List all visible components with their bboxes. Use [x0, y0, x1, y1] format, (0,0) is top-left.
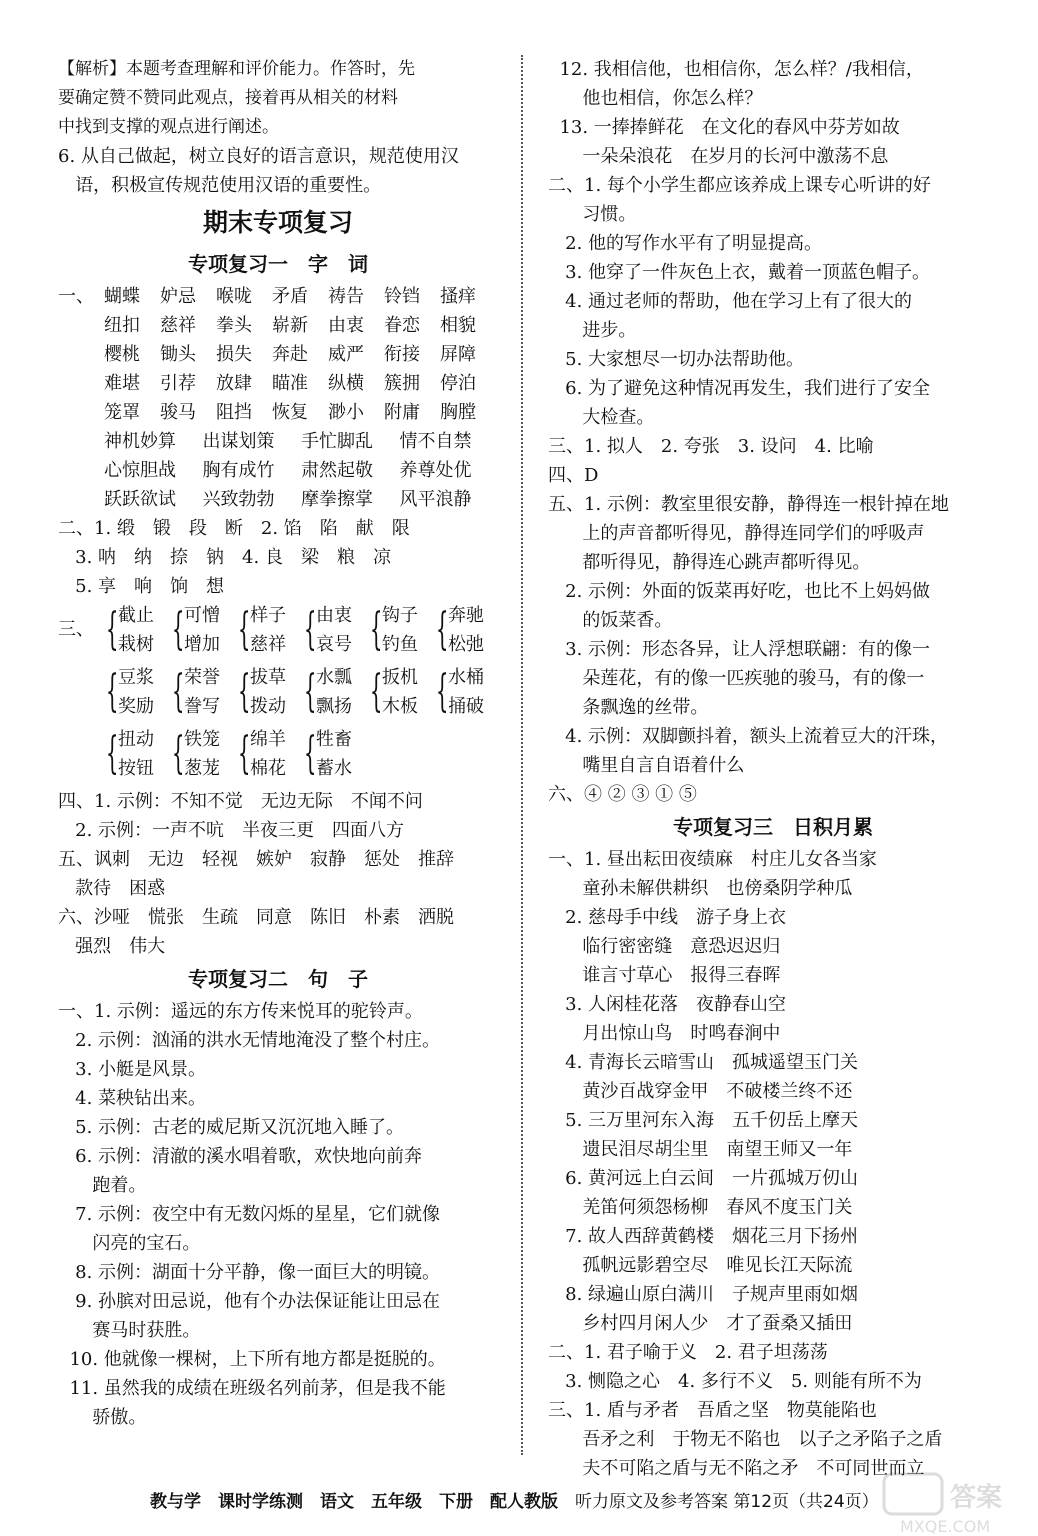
- text-line: 月出惊山鸟 时鸣春涧中: [548, 1023, 781, 1044]
- text-line: 2. 慈母手中线 游子身上衣: [548, 907, 787, 928]
- text-line: 嘴里自言自语着什么: [548, 755, 745, 776]
- word: 铃铛: [384, 286, 420, 307]
- brace-icon: {: [105, 604, 119, 655]
- idiom: 跃跃欲试: [104, 489, 176, 510]
- analysis-note: [58, 55, 498, 142]
- brace-icon: {: [237, 666, 251, 717]
- pair-word: 棉花: [250, 758, 286, 779]
- text-line: 5. 示例：古老的威尼斯又沉沉地入睡了。: [58, 1117, 405, 1138]
- word: 慈祥: [160, 315, 196, 336]
- text-line: 上的声音都听得见，静得连同学们的呼吸声: [548, 523, 925, 544]
- word-pair: [102, 725, 168, 783]
- pair-word: 增加: [184, 634, 220, 655]
- pair-word: 誊写: [184, 696, 220, 717]
- word: 簇拥: [384, 373, 420, 394]
- word: 樱桃: [104, 344, 140, 365]
- pair-row: [58, 601, 498, 659]
- text-line: 一、1. 昼出耘田夜绩麻 村庄儿女各当家: [548, 849, 877, 870]
- word: 拳头: [216, 315, 252, 336]
- word: 奔赴: [272, 344, 308, 365]
- word: 渺小: [328, 402, 364, 423]
- brace-icon: {: [369, 604, 383, 655]
- pair-word: 木板: [382, 696, 418, 717]
- text-line: 条飘逸的丝带。: [548, 697, 709, 718]
- word: 锄头: [160, 344, 196, 365]
- pair-word: 奖励: [118, 696, 154, 717]
- text-line: 8. 绿遍山原白满川 子规声里雨如烟: [548, 1284, 859, 1305]
- text-line: 9. 孙膑对田忌说，他有个办法保证能让田忌在: [58, 1291, 441, 1312]
- text-line: 3. 小艇是风景。: [58, 1059, 207, 1080]
- pair-row: [58, 663, 498, 721]
- word-row: [58, 311, 498, 340]
- text-line: 三、1. 拟人 2. 夸张 3. 设问 4. 比喻: [548, 436, 874, 457]
- word: 笼罩: [104, 402, 140, 423]
- right-answers-a: [548, 55, 998, 809]
- item-number: [58, 311, 104, 340]
- left-column: [58, 55, 498, 1432]
- word: 喉咙: [216, 286, 252, 307]
- word: 恢复: [272, 402, 308, 423]
- word-row: [58, 398, 498, 427]
- pair-word: 松弛: [448, 634, 484, 655]
- word-row: [58, 369, 498, 398]
- text-line: 乡村四月闲人少 才了蚕桑又插田: [548, 1313, 853, 1334]
- section-1-question-3: [58, 601, 498, 783]
- word-pair: [168, 663, 234, 721]
- item-number: 一、: [58, 286, 94, 307]
- text-line: 谁言寸草心 报得三春晖: [548, 965, 781, 986]
- text-line: 闪亮的宝石。: [58, 1233, 201, 1254]
- text-line: 一朵朵浪花 在岁月的长河中激荡不息: [548, 146, 889, 167]
- item-number: 三、: [58, 619, 94, 640]
- text-line: 5. 享 响 饷 想: [58, 576, 225, 597]
- idiom: 摩拳擦掌: [301, 489, 373, 510]
- text-line: 3. 恻隐之心 4. 多行不义 5. 则能有所不为: [548, 1371, 922, 1392]
- word-pair: [102, 601, 168, 659]
- pair-word: 铁笼: [184, 729, 220, 750]
- idiom: 情不自禁: [399, 431, 472, 452]
- pair-word: 栽树: [118, 634, 154, 655]
- item-number: [58, 398, 104, 427]
- section-2-title: 专项复习二 句 子: [188, 967, 368, 991]
- section-2-answers: [58, 997, 498, 1432]
- column-divider: [521, 55, 523, 1455]
- text-line: 五、1. 示例：教室里很安静，静得连一根针掉在地: [548, 494, 949, 515]
- text-line: 3. 人闲桂花落 夜静春山空: [548, 994, 787, 1015]
- brace-icon: {: [303, 728, 317, 779]
- text-line: 跑着。: [58, 1175, 147, 1196]
- text-line: 4. 青海长云暗雪山 孤城遥望玉门关: [548, 1052, 859, 1073]
- text-line: 7. 示例：夜空中有无数闪烁的星星，它们就像: [58, 1204, 441, 1225]
- text-line: 骄傲。: [58, 1407, 147, 1428]
- idiom: 神机妙算: [104, 431, 176, 452]
- section-1-question-5: [58, 845, 498, 903]
- idiom: 心惊胆战: [104, 460, 176, 481]
- page-footer: [150, 1487, 879, 1512]
- item-number: [58, 369, 104, 398]
- brace-icon: {: [237, 604, 251, 655]
- text-line: 进步。: [548, 320, 637, 341]
- text-line: 3. 示例：形态各异，让人浮想联翩：有的像一: [548, 639, 931, 660]
- text-line: 6. 黄河远上白云间 一片孤城万仞山: [548, 1168, 859, 1189]
- brace-icon: {: [303, 666, 317, 717]
- word: 屏障: [440, 344, 476, 365]
- text-line: 六、④ ② ③ ① ⑤: [548, 784, 697, 805]
- word: 蝴蝶: [104, 286, 140, 307]
- item-number: [58, 663, 102, 721]
- word: 矛盾: [272, 286, 308, 307]
- pair-word: 捅破: [448, 696, 484, 717]
- text-line: 夫不可陷之盾与无不陷之矛 不可同世而立: [548, 1458, 925, 1479]
- text-line: 吾矛之利 于物无不陷也 以子之矛陷子之盾: [548, 1429, 943, 1450]
- word-pair: [366, 663, 432, 721]
- pair-word: 水桶: [448, 667, 484, 688]
- word-pair: [432, 601, 498, 659]
- section-3-title: 专项复习三 日积月累: [673, 815, 873, 839]
- text-line: 临行密密缝 意恐迟迟归: [548, 936, 781, 957]
- text-line: 6. 从自己做起，树立良好的语言意识，规范使用汉: [58, 146, 459, 167]
- text-line: 4. 示例：双脚颤抖着，额头上流着豆大的汗珠，: [548, 726, 949, 747]
- word-pair: [168, 601, 234, 659]
- word-pair: [300, 663, 366, 721]
- text-line: 黄沙百战穿金甲 不破楼兰终不还: [548, 1081, 853, 1102]
- word-pair: [168, 725, 234, 783]
- watermark-logo: [880, 1470, 1030, 1536]
- main-title: 期末专项复习: [202, 208, 353, 237]
- word: 附庸: [384, 402, 420, 423]
- text-line: 2. 示例：一声不吭 半夜三更 四面八方: [58, 820, 405, 841]
- section-1-question-1: [58, 282, 498, 427]
- text-line: 四、D: [548, 465, 599, 486]
- brace-icon: {: [435, 666, 449, 717]
- text-line: 5. 三万里河东入海 五千仞岳上摩天: [548, 1110, 859, 1131]
- word-pair: [234, 663, 300, 721]
- idiom-row: [104, 456, 498, 485]
- pair-word: 可憎: [184, 605, 220, 626]
- word: 骏马: [160, 402, 196, 423]
- text-line: 二、1. 每个小学生都应该养成上课专心听讲的好: [548, 175, 931, 196]
- svg-text:MXQE.COM: MXQE.COM: [900, 1517, 991, 1536]
- word-row: [58, 340, 498, 369]
- text-line: 8. 示例：湖面十分平静，像一面巨大的明镜。: [58, 1262, 441, 1283]
- brace-icon: {: [369, 666, 383, 717]
- section-1-question-4: [58, 787, 498, 845]
- word: 放肆: [216, 373, 252, 394]
- text-line: 二、1. 缎 锻 段 断 2. 馅 陷 献 限: [58, 518, 410, 539]
- brace-icon: {: [171, 604, 185, 655]
- pair-word: 扳机: [382, 667, 418, 688]
- text-line: 羌笛何须怨杨柳 春风不度玉门关: [548, 1197, 853, 1218]
- word: 相貌: [440, 315, 476, 336]
- word: 胸膛: [440, 402, 476, 423]
- pair-word: 慈祥: [250, 634, 286, 655]
- answer-item-6: [58, 142, 498, 200]
- text-line: 款待 困惑: [58, 878, 166, 899]
- word: 祷告: [328, 286, 364, 307]
- word-pair: [300, 725, 366, 783]
- brace-icon: {: [171, 728, 185, 779]
- pair-word: 葱茏: [184, 758, 220, 779]
- pair-word: 飘扬: [316, 696, 352, 717]
- text-line: 遗民泪尽胡尘里 南望王师又一年: [548, 1139, 853, 1160]
- brace-icon: {: [435, 604, 449, 655]
- word-pair: [102, 663, 168, 721]
- text-line: 2. 示例：汹涌的洪水无情地淹没了整个村庄。: [58, 1030, 441, 1051]
- text-line: 四、1. 示例：不知不觉 无边无际 不闻不问: [58, 791, 423, 812]
- pair-word: 奔驰: [448, 605, 484, 626]
- pair-word: 拨动: [250, 696, 286, 717]
- right-answers-b: [548, 845, 998, 1483]
- text-line: 孤帆远影碧空尽 唯见长江天际流: [548, 1255, 853, 1276]
- pair-word: 牲畜: [316, 729, 352, 750]
- text-line: 6. 为了避免这种情况再发生，我们进行了安全: [548, 378, 931, 399]
- text-line: 10. 他就像一棵树，上下所有地方都是挺脱的。: [58, 1349, 446, 1370]
- word-pair: [234, 601, 300, 659]
- word: 搔痒: [440, 286, 476, 307]
- idiom-row: [104, 427, 498, 456]
- svg-text:答案: 答案: [950, 1483, 1003, 1513]
- text-line: 赛马时获胜。: [58, 1320, 201, 1341]
- text-line: 中找到支撑的观点进行阐述。: [58, 117, 279, 137]
- word: 停泊: [440, 373, 476, 394]
- word: 阻挡: [216, 402, 252, 423]
- pair-word: 截止: [118, 605, 154, 626]
- text-line: 7. 故人西辞黄鹤楼 烟花三月下扬州: [548, 1226, 859, 1247]
- word: 威严: [328, 344, 364, 365]
- brace-icon: {: [105, 666, 119, 717]
- word-row: [58, 282, 498, 311]
- section-1-question-6: [58, 903, 498, 961]
- text-line: 3. 呐 纳 捺 钠 4. 良 梁 粮 凉: [58, 547, 391, 568]
- brace-icon: {: [171, 666, 185, 717]
- text-line: 大检查。: [548, 407, 655, 428]
- word: 瞄准: [272, 373, 308, 394]
- text-line: 4. 通过老师的帮助，他在学习上有了很大的: [548, 291, 913, 312]
- idiom-row: [104, 485, 498, 514]
- text-line: 都听得见，静得连心跳声都听得见。: [548, 552, 871, 573]
- brace-icon: {: [105, 728, 119, 779]
- pair-row: [58, 725, 498, 783]
- word: 纵横: [328, 373, 364, 394]
- text-line: 二、1. 君子喻于义 2. 君子坦荡荡: [548, 1342, 828, 1363]
- footer-page-info: 听力原文及参考答案 第12页（共24页）: [575, 1492, 879, 1512]
- word-pair: [432, 663, 498, 721]
- idiom: 肃然起敬: [301, 460, 373, 481]
- word: 引荐: [160, 373, 196, 394]
- text-line: 11. 虽然我的成绩在班级名列前茅，但是我不能: [58, 1378, 446, 1399]
- item-number: [58, 340, 104, 369]
- text-line: 强烈 伟大: [58, 936, 166, 957]
- pair-word: 由衷: [316, 605, 352, 626]
- text-line: 3. 他穿了一件灰色上衣，戴着一顶蓝色帽子。: [548, 262, 931, 283]
- word: 崭新: [272, 315, 308, 336]
- text-line: 2. 示例：外面的饭菜再好吃，也比不上妈妈做: [548, 581, 931, 602]
- word: 由衷: [328, 315, 364, 336]
- pair-word: 钓鱼: [382, 634, 418, 655]
- text-line: 五、讽刺 无边 轻视 嫉妒 寂静 惩处 推辞: [58, 849, 454, 870]
- word-pair: [234, 725, 300, 783]
- text-line: 5. 大家想尽一切办法帮助他。: [548, 349, 805, 370]
- pair-word: 绵羊: [250, 729, 286, 750]
- pair-word: 按钮: [118, 758, 154, 779]
- word: 妒忌: [160, 286, 196, 307]
- text-line: 6. 示例：清澈的溪水唱着歌，欢快地向前奔: [58, 1146, 423, 1167]
- text-line: 要确定赞不赞同此观点，接着再从相关的材料: [58, 88, 398, 108]
- idiom: 养尊处优: [399, 460, 472, 481]
- text-line: 童孙未解供耕织 也傍桑阴学种瓜: [548, 878, 853, 899]
- text-line: 朵莲花，有的像一匹疾驰的骏马，有的像一: [548, 668, 925, 689]
- idiom: 兴致勃勃: [202, 489, 275, 510]
- word-pair: [300, 601, 366, 659]
- word: 纽扣: [104, 315, 140, 336]
- pair-word: 样子: [250, 605, 286, 626]
- pair-word: 豆浆: [118, 667, 154, 688]
- text-line: 的饭菜香。: [548, 610, 673, 631]
- text-line: 他也相信，你怎么样？: [548, 88, 763, 109]
- text-line: 13. 一捧捧鲜花 在文化的春风中芬芳如故: [548, 117, 900, 138]
- text-line: 【解析】本题考查理解和评价能力。作答时，先: [58, 59, 415, 79]
- footer-brand: 教与学 课时学练测 语文 五年级 下册 配人教版: [150, 1492, 558, 1512]
- idiom: 风平浪静: [399, 489, 472, 510]
- word: 衔接: [384, 344, 420, 365]
- item-number: [58, 725, 102, 783]
- text-line: 三、1. 盾与矛者 吾盾之坚 物莫能陷也: [548, 1400, 877, 1421]
- section-1-idioms: [58, 427, 498, 514]
- idiom: 手忙脚乱: [301, 431, 373, 452]
- brace-icon: {: [303, 604, 317, 655]
- section-1-title: 专项复习一 字 词: [188, 252, 368, 276]
- word: 难堪: [104, 373, 140, 394]
- right-column: [548, 55, 998, 1483]
- text-line: 语，积极宣传规范使用汉语的重要性。: [58, 175, 382, 196]
- pair-word: 水瓢: [316, 667, 352, 688]
- text-line: 4. 菜秧钻出来。: [58, 1088, 207, 1109]
- idiom: 胸有成竹: [202, 460, 275, 481]
- brace-icon: {: [237, 728, 251, 779]
- text-line: 12. 我相信他，也相信你，怎么样？/我相信，: [548, 59, 924, 80]
- text-line: 一、1. 示例：遥远的东方传来悦耳的驼铃声。: [58, 1001, 423, 1022]
- word: 损失: [216, 344, 252, 365]
- word-pair: [366, 601, 432, 659]
- pair-word: 蓄水: [316, 758, 352, 779]
- text-line: 2. 他的写作水平有了明显提高。: [548, 233, 823, 254]
- pair-word: 哀号: [316, 634, 352, 655]
- section-1-question-2: [58, 514, 498, 601]
- text-line: 六、沙哑 慌张 生疏 同意 陈旧 朴素 洒脱: [58, 907, 454, 928]
- pair-word: 扭动: [118, 729, 154, 750]
- pair-word: 荣誉: [184, 667, 220, 688]
- text-line: 习惯。: [548, 204, 637, 225]
- pair-word: 钩子: [382, 605, 418, 626]
- idiom: 出谋划策: [202, 431, 275, 452]
- word: 眷恋: [384, 315, 420, 336]
- pair-word: 拔草: [250, 667, 286, 688]
